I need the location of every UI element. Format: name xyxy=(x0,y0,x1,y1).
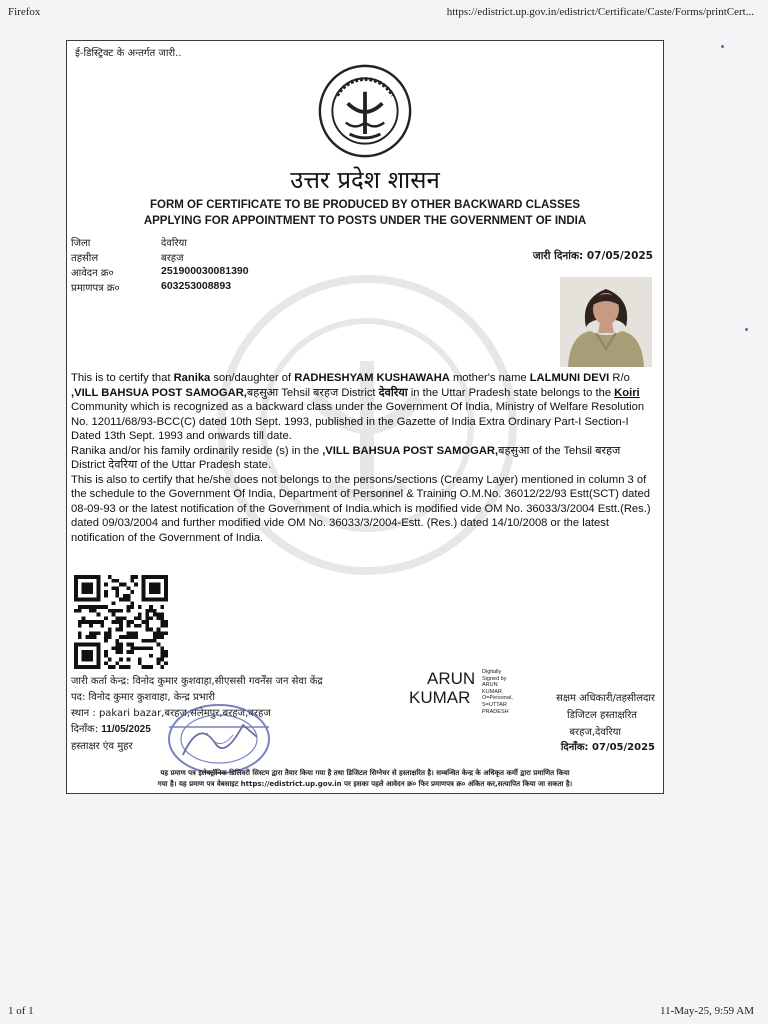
digital-note-line: KUMAR xyxy=(482,688,502,695)
certificate-label: प्रमाणपत्र क्र० xyxy=(71,283,120,294)
signer-name xyxy=(409,669,475,707)
stray-dot xyxy=(745,328,748,331)
signer-last-name: KUMAR xyxy=(409,688,471,707)
browser-title: Firefox xyxy=(8,6,41,18)
authority-title: सक्षम अधिकारी/तहसीलदार xyxy=(556,693,655,704)
application-number: 251900030081390 xyxy=(161,265,249,277)
digital-signature-note xyxy=(482,669,513,715)
district-name: देवरिया xyxy=(378,386,408,399)
issue-date xyxy=(533,249,653,263)
tehsil-label: तहसील xyxy=(71,253,99,264)
sign-and-seal-label: हस्ताक्षर एंव मुहर xyxy=(71,741,133,752)
certificate-body xyxy=(71,371,655,545)
digital-note-line: Digitally xyxy=(482,669,502,675)
community-name: Koiri xyxy=(614,386,640,399)
body-p1-text: This is to certify that xyxy=(71,372,174,384)
footer-note xyxy=(73,768,657,790)
issuer-date-label: दिनाँक: xyxy=(71,724,99,735)
body-p1-text: in the Uttar Pradesh state belongs to the xyxy=(407,386,615,399)
applicant-photo xyxy=(560,277,652,367)
issuer-post: पद: विनोद कुमार कुशवाहा, केन्द्र प्रभारी xyxy=(71,692,215,703)
authority-date-value: 07/05/2025 xyxy=(592,742,655,753)
digital-sign-label: डिजिटल हस्ताक्षरित xyxy=(567,710,637,721)
page-counter: 1 of 1 xyxy=(8,1005,34,1017)
print-timestamp: 11-May-25, 9:59 AM xyxy=(659,1005,754,1017)
residence-address: ,VILL BAHSUA POST SAMOGAR, xyxy=(322,444,499,457)
residence-address: ,VILL BAHSUA POST SAMOGAR, xyxy=(71,386,247,399)
district-value: देवरिया xyxy=(161,238,187,249)
signer-first-name: ARUN xyxy=(427,669,476,688)
body-p1-text: Community which is recognized as a backward class under the Government Of India, Ministry of Welfare Resolution No. 12011/68/93-BCC(C) dated 10th Sept. 1993, published in the Gazette of India Extra Ordinary Part-I Section-I Dated 13th Sept. 1993 and onwards till date. xyxy=(71,401,645,442)
browser-url: https://edistrict.up.gov.in/edistrict/Certificate/Caste/Forms/printCert... xyxy=(446,6,754,18)
district-label: जिला xyxy=(71,238,91,249)
body-p1-text: mother's name xyxy=(449,372,530,384)
issue-date-label: जारी दिनांक: xyxy=(532,250,584,262)
body-p1-text: son/daughter of xyxy=(210,372,295,384)
certificate-page xyxy=(66,40,664,794)
body-p2-text: Ranika and/or his family ordinarily reside (s) in the xyxy=(71,444,323,457)
digital-note-line: PRADESH xyxy=(482,708,509,715)
issuing-centre: जारी कर्ता केन्द्र: विनोद कुमार कुशवाहा,सीएससी गवर्नेंस जन सेवा केंद्र xyxy=(71,676,323,687)
father-name: RADHESHYAM KUSHAWAHA xyxy=(294,372,450,384)
footer-note-line2: गया है। यह प्रमाण पत्र वेबसाइट https://edistrict.up.gov.in पर इसका पहले आवेदन क्र० फिर प्रमाणपत्र क्र० अंकित कर,सत्यापित किया जा सकता है। xyxy=(157,780,573,788)
application-label: आवेदन क्र० xyxy=(71,268,114,279)
body-p3-text: This is also to certify that he/she does not belongs to the persons/sections (Creamy Layer) mentioned in column 3 of the schedule to the Government Of India, Department of Personnel & Training O.M.No. 36012/22/93 Estt(SCT) dated 08-09-93 or the latest notification of the Government of India.which is modified vide OM No. 36033/3/2004 Estt.(Res.) dated 09/03/2004 and further modified vide OM No. 36033/3/2004-Estt. (Res.) dated 14/10/2008 or the latest notification of the Government of India. xyxy=(71,473,651,544)
official-seal-stamp-icon xyxy=(159,697,275,777)
mother-name: LALMUNI DEVI xyxy=(529,372,610,384)
issuer-date-value: 11/05/2025 xyxy=(101,724,151,735)
stray-dot xyxy=(721,45,724,48)
body-p1-text: बहसुआ Tehsil बरहज District xyxy=(246,386,379,399)
issued-note: ई-डिस्ट्रिक्ट के अन्तर्गत जारी.. xyxy=(75,48,182,59)
digital-note-line: Signed by xyxy=(482,675,507,682)
digital-note-line: ARUN xyxy=(482,682,498,689)
issue-date-value: 07/05/2025 xyxy=(586,250,653,262)
body-p1-text: R/o xyxy=(609,372,630,384)
tehsil-value: बरहज xyxy=(161,253,184,264)
qr-code[interactable] xyxy=(72,575,170,669)
footer-note-line1: यह प्रमाण पत्र इलेक्ट्रॉनिक डिलिवरी सिस्टम द्वारा तैयार किया गया है तथा डिजिटल सिग्नेचर से हस्ताक्षरित है। सम्बन्धित केन्द्र के अधिकृत कर्मी द्वारा प्रमाणित किया xyxy=(160,769,570,777)
issuer-place: स्थान : pakari bazar,बरहज,सलेमपुर,बरहज,बरहज xyxy=(71,708,271,719)
digital-note-line: O=Personal, xyxy=(482,695,513,702)
government-title: उत्तर प्रदेश शासन xyxy=(290,166,440,194)
applicant-name: Ranika xyxy=(173,372,211,384)
authority-place: बरहज,देवरिया xyxy=(569,727,621,738)
digital-note-line: S=UTTAR xyxy=(482,701,507,708)
body-p2-text: बहसुआ of the Tehsil बरहज District देवरिया of the Uttar Pradesh state. xyxy=(71,444,621,471)
form-title-line1: FORM OF CERTIFICATE TO BE PRODUCED BY OTHER BACKWARD CLASSES xyxy=(150,199,580,211)
authority-date-label: दिनाँक: xyxy=(560,742,589,753)
up-emblem-icon xyxy=(317,63,413,159)
form-title-line2: APPLYING FOR APPOINTMENT TO POSTS UNDER THE GOVERNMENT OF INDIA xyxy=(143,215,587,227)
certificate-number: 603253008893 xyxy=(161,280,232,292)
issuer-date xyxy=(71,721,151,735)
authority-date xyxy=(561,739,655,753)
